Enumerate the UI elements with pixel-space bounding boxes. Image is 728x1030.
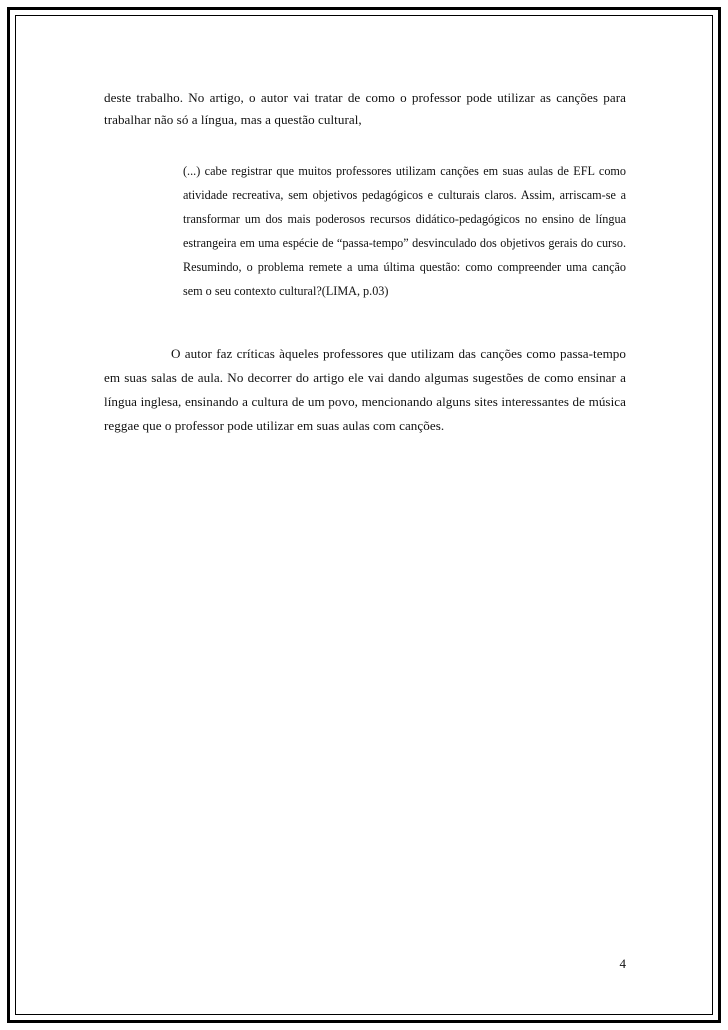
block-quote: (...) cabe registrar que muitos professores utilizam canções em suas aulas de EFL como atividade recreativa, sem objetivos pedagógicos e culturais claros. Assim, arriscam-se a transformar um dos mais poderosos recursos didático-pedagógicos no ensino de língua estrangeira em uma espécie de “passa-tempo” desvinculado dos objetivos gerais do curso. Resumindo, o problema remete a uma última questão: como compreender uma canção sem o seu contexto cultural?(LIMA, p.03) <box>183 164 626 299</box>
body-paragraph-1: deste trabalho. No artigo, o autor vai tratar de como o professor pode utilizar as canções para trabalhar não só a língua, mas a questão cultural, <box>104 90 626 127</box>
body-paragraph-2: O autor faz críticas àqueles professores que utilizam das canções como passa-tempo em suas salas de aula. No decorrer do artigo ele vai dando algumas sugestões de como ensinar a língua inglesa, ensinando a cultura de um povo, mencionando alguns sites interessantes de música reggae que o professor pode utilizar em suas aulas com canções. <box>104 346 626 433</box>
page-number: 4 <box>619 956 626 971</box>
